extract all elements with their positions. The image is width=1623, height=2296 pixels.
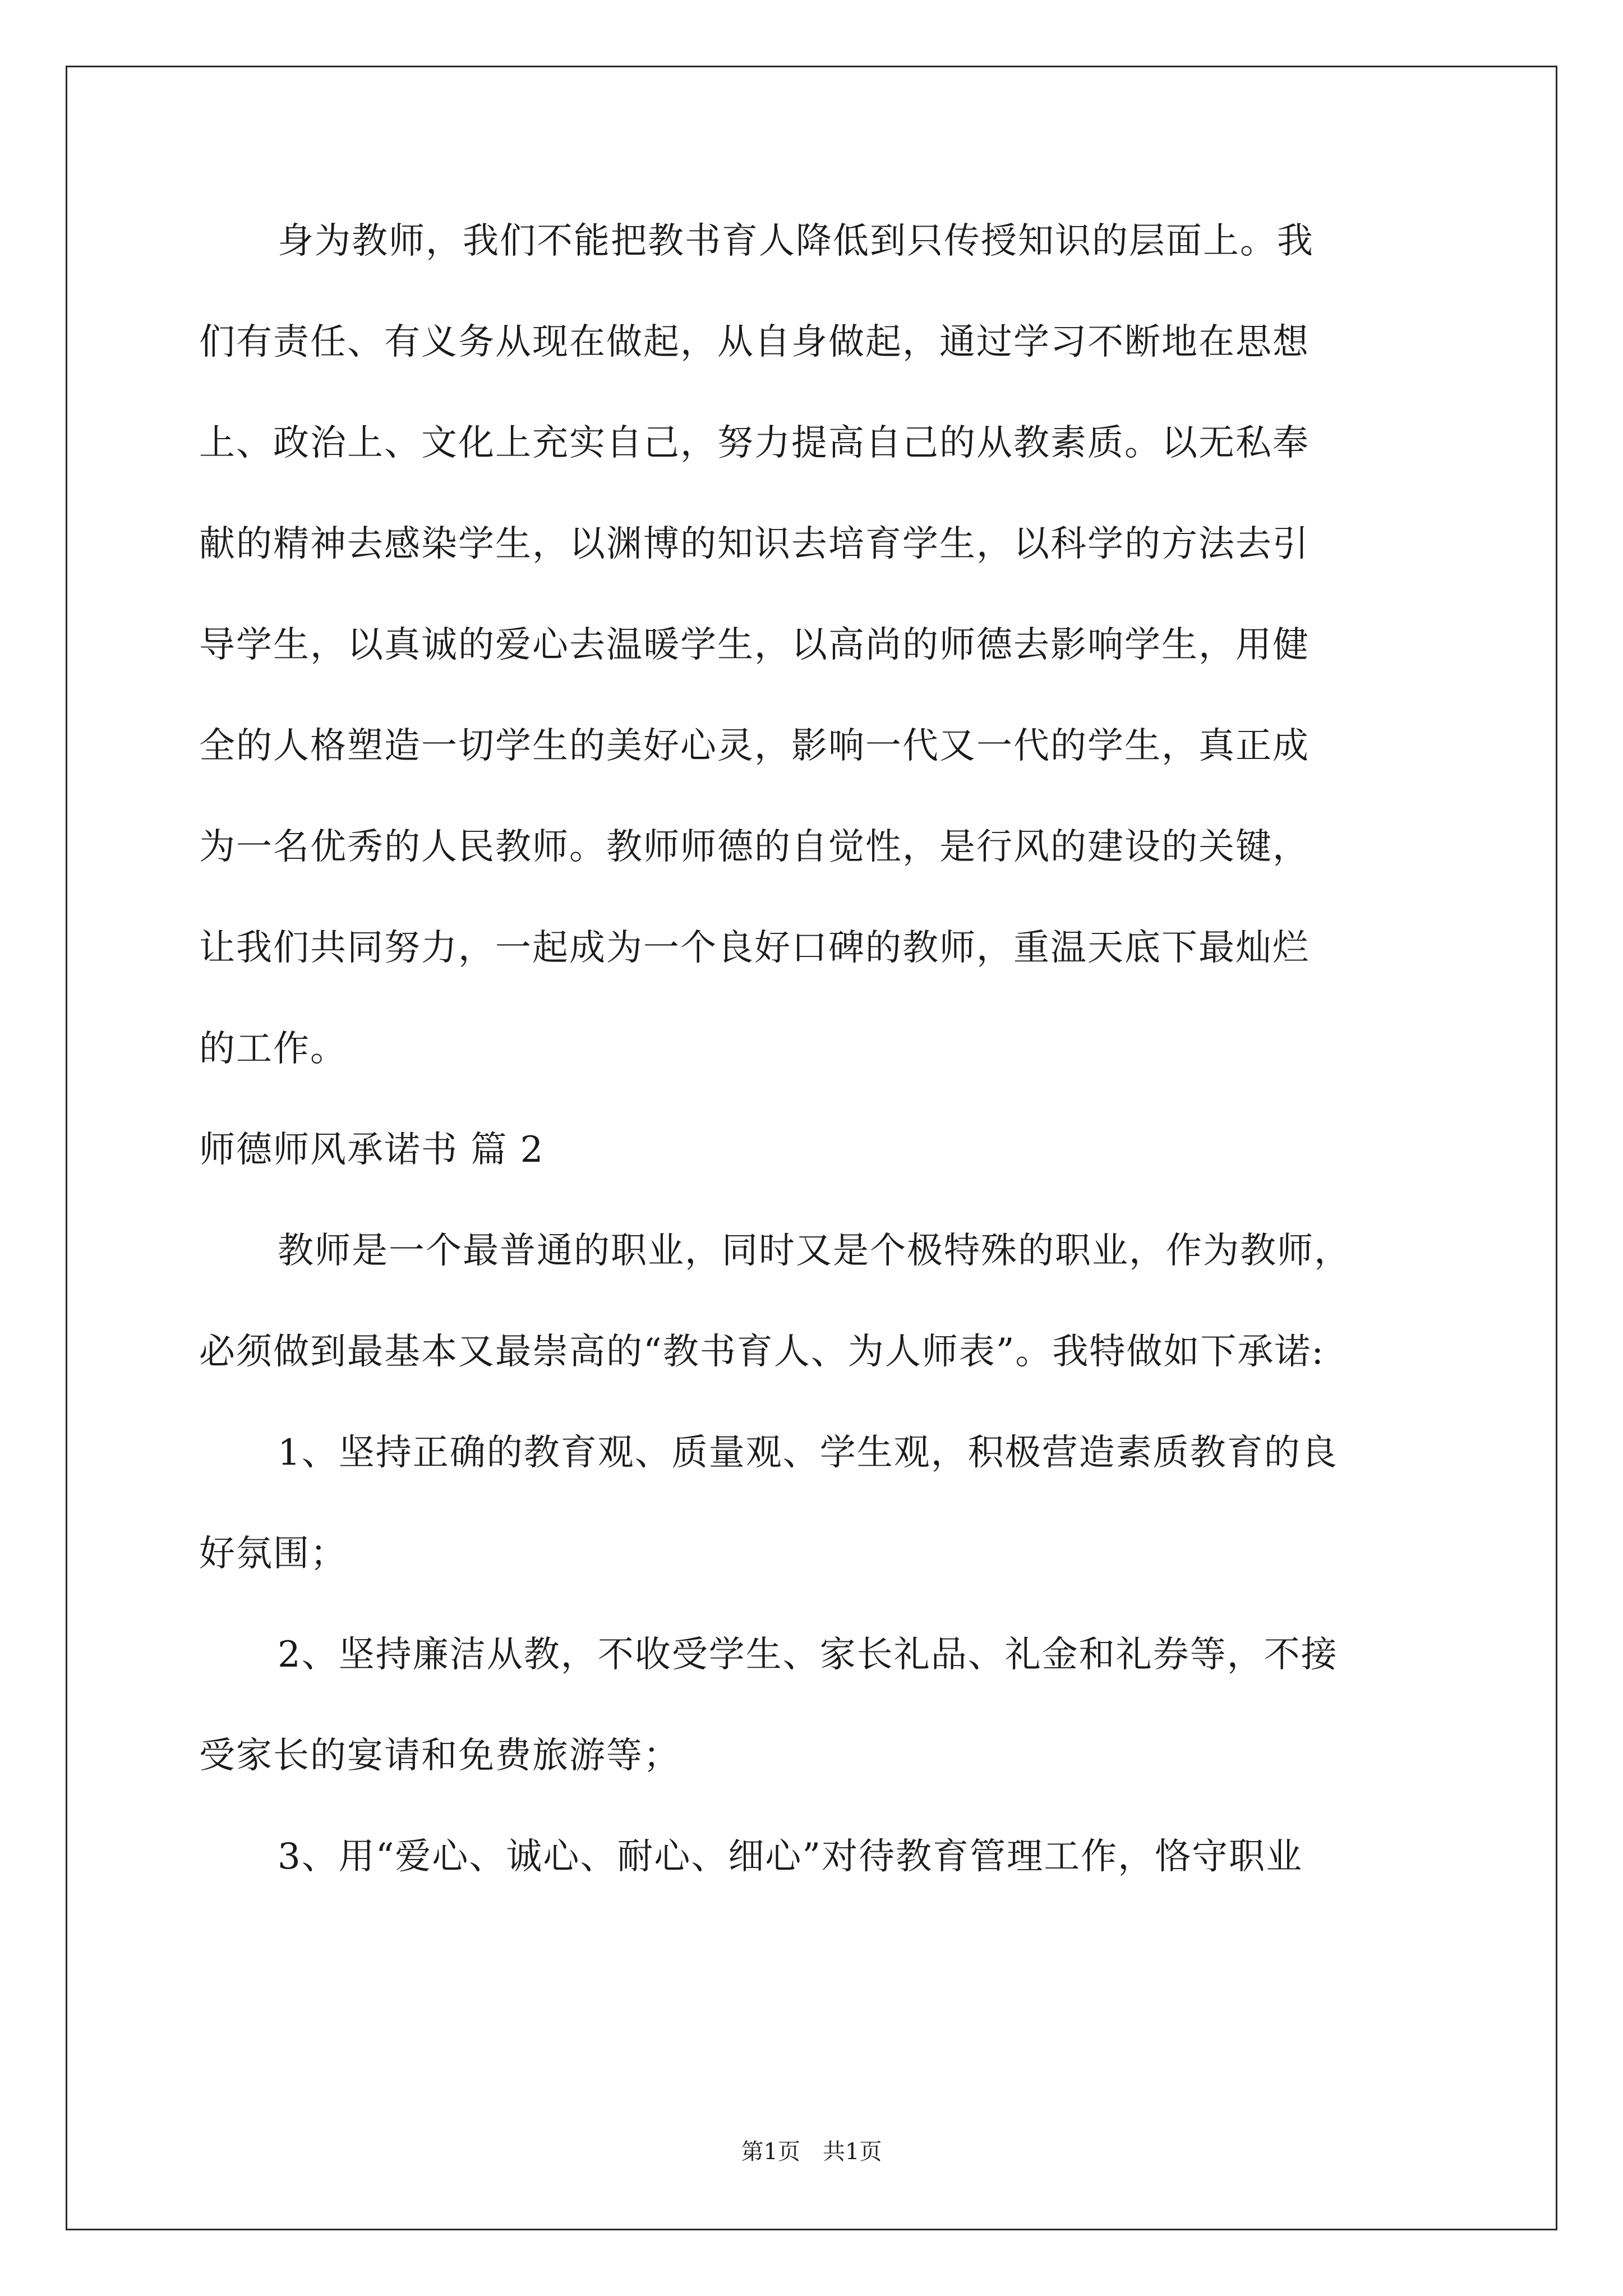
text-line: 让我们共同努力，一起成为一个良好口碑的教师，重温天底下最灿烂 <box>199 927 1310 969</box>
list-item: 1、坚持正确的教育观、质量观、学生观，积极营造素质教育的良 <box>278 1432 1338 1474</box>
section-heading: 师德师风承诺书 篇 2 <box>199 1129 545 1171</box>
list-item: 3、用“爱心、诚心、耐心、细心”对待教育管理工作，恪守职业 <box>278 1836 1303 1878</box>
text-line: 的工作。 <box>199 1028 347 1070</box>
page-footer: 第1页 共1页 <box>741 2139 882 2165</box>
text-line: 教师是一个最普通的职业，同时又是个极特殊的职业，作为教师， <box>278 1230 1351 1272</box>
text-line: 导学生，以真诚的爱心去温暖学生，以高尚的师德去影响学生，用健 <box>199 624 1310 666</box>
text-line: 为一名优秀的人民教师。教师师德的自觉性，是行风的建设的关键， <box>199 826 1310 868</box>
text-line: 上、政治上、文化上充实自己，努力提高自己的从教素质。以无私奉 <box>199 422 1310 464</box>
list-item: 2、坚持廉洁从教，不收受学生、家长礼品、礼金和礼券等，不接 <box>278 1634 1338 1676</box>
text-line: 好氛围； <box>199 1533 347 1575</box>
text-line: 受家长的宴请和免费旅游等； <box>199 1735 680 1777</box>
text-line: 全的人格塑造一切学生的美好心灵，影响一代又一代的学生，真正成 <box>199 725 1310 767</box>
text-line: 必须做到最基本又最崇高的“教书育人、为人师表”。我特做如下承诺: <box>199 1331 1325 1373</box>
text-line: 献的精神去感染学生，以渊博的知识去培育学生，以科学的方法去引 <box>199 523 1310 565</box>
text-line: 们有责任、有义务从现在做起，从自身做起，通过学习不断地在思想 <box>199 321 1310 363</box>
text-line: 身为教师，我们不能把教书育人降低到只传授知识的层面上。我 <box>278 220 1314 262</box>
